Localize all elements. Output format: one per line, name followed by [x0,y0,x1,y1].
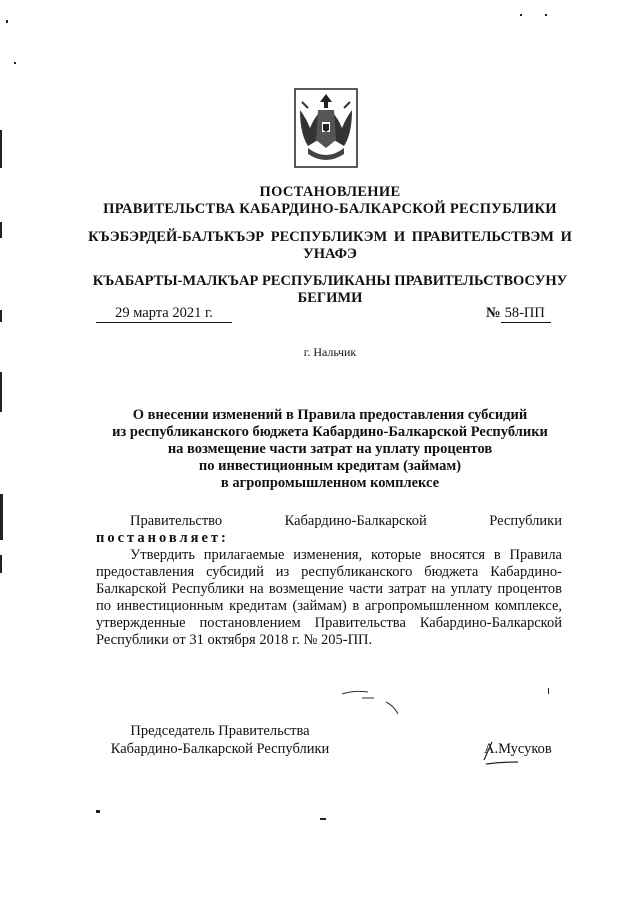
body-text: Утвердить прилагаемые изменения, которые вносятся в Правила предоставления субсидий из республиканского бюджета Кабардино-Балкарской Республики на возмещение части затрат на уплату процентов по инвестиционным кредитам (займам) в агропромышленном комплексе, утвержденные постановлением Правительства Кабардино-Балкарской Республики от 31 октября 2018 г. № 205-ПП. [96,547,562,648]
title-line: по инвестиционным кредитам (займам) [198,458,462,474]
scan-mark [0,555,2,573]
scan-dot [548,688,549,694]
signatory-name: А.Мусуков [484,741,552,757]
document-date: 29 марта 2021 г. [96,305,232,323]
scan-mark [0,222,2,238]
scan-dot [14,62,16,64]
document-title [60,407,600,492]
issuer-ru: ПРАВИТЕЛЬСТВА КАБАРДИНО-БАЛКАРСКОЙ РЕСПУБЛИКИ [103,201,557,217]
signatory-position [100,722,340,758]
header-block [60,184,600,218]
scan-dot [96,810,100,813]
coat-of-arms-icon [294,88,358,168]
city: г. Нальчик [303,345,357,359]
signature-stroke [478,738,528,768]
scan-dot [6,20,8,23]
decree-word: постановляет: [96,530,229,546]
document-number [486,305,551,323]
position-line: Председатель Правительства [130,723,310,739]
doc-type: ПОСТАНОВЛЕНИЕ [259,184,401,200]
scan-mark [0,372,2,412]
number-sign: № [486,305,501,321]
body-paragraph [96,547,562,649]
signature-scribble [340,688,420,718]
scan-dot [520,14,522,16]
number-value: 58-ПП [501,305,551,323]
scan-dot [320,818,326,820]
title-line: из республиканского бюджета Кабардино-Балкарской Республики [112,424,548,440]
issuer-krc: КЪАБАРТЫ-МАЛКЪАР РЕСПУБЛИКАНЫ ПРАВИТЕЛЬСТВОСУНУ БЕГИМИ [92,273,568,306]
scan-mark [0,494,3,540]
title-line: на возмещение части затрат на уплату процентов [167,441,493,457]
title-line: О внесении изменений в Правила предоставления субсидий [132,407,528,423]
position-line: Кабардино-Балкарской Республики [110,741,330,757]
preamble: Правительство Кабардино-Балкарской Республики [130,513,562,529]
scan-mark [0,130,2,168]
scan-mark [0,310,2,322]
title-line: в агропромышленном комплексе [220,475,440,491]
scan-dot [545,14,547,16]
issuer-kbd: КЪЭБЭРДЕЙ-БАЛЪКЪЭР РЕСПУБЛИКЭМ И ПРАВИТЕЛЬСТВЭМ И УНАФЭ [88,229,572,262]
